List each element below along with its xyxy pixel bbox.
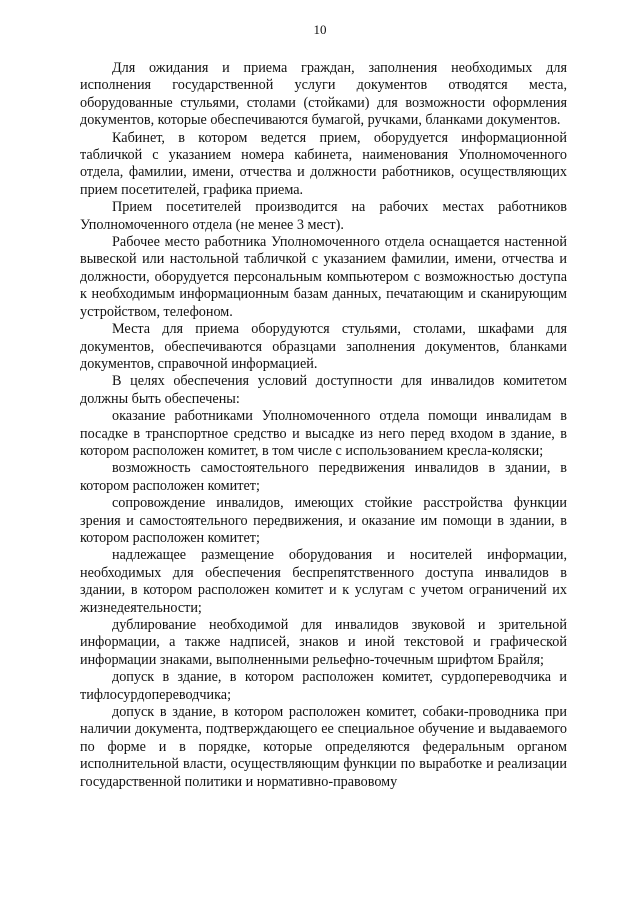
list-item-boarding-assistance: оказание работниками Уполномоченного отдела помощи инвалидам в посадке в транспортное средство и высадке из него перед входом в здание, в котором расположен комитет, в том числе с использованием кресла-коляски; xyxy=(80,408,567,459)
list-item-equipment-placement: надлежащее размещение оборудования и носителей информации, необходимых для обеспечения беспрепятственного доступа инвалидов в здании, в котором расположен комитет и к услугам с учетом ограничений их жизнедеятельности; xyxy=(80,547,567,616)
paragraph-accessibility-intro: В целях обеспечения условий доступности для инвалидов комитетом должны быть обеспечены: xyxy=(80,373,567,407)
list-item-information-duplication: дублирование необходимой для инвалидов звуковой и зрительной информации, а также надписей, знаков и иной текстовой и графической информации знаками, выполненными рельефно-точечным шрифтом Брайля; xyxy=(80,617,567,668)
list-item-escort: сопровождение инвалидов, имеющих стойкие расстройства функции зрения и самостоятельного передвижения, и оказание им помощи в здании, в котором расположен комитет; xyxy=(80,495,567,546)
list-item-sign-interpreter-access: допуск в здание, в котором расположен комитет, сурдопереводчика и тифлосурдопереводчика; xyxy=(80,669,567,703)
document-body xyxy=(80,60,567,791)
list-item-independent-movement: возможность самостоятельного передвижения инвалидов в здании, в котором расположен комитет; xyxy=(80,460,567,494)
paragraph-reception-places: Прием посетителей производится на рабочих местах работников Уполномоченного отдела (не менее 3 мест). xyxy=(80,199,567,233)
list-item-guide-dog-access: допуск в здание, в котором расположен комитет, собаки-проводника при наличии документа, подтверждающего ее специальное обучение и выдаваемого по форме и в порядке, которые определяются федеральным органом исполнительной власти, осуществляющим функции по выработке и реализации государственной политики и нормативно-правовому xyxy=(80,704,567,790)
paragraph-reception-furniture: Места для приема оборудуются стульями, столами, шкафами для документов, обеспечиваются образцами заполнения документов, бланками документов, справочной информацией. xyxy=(80,321,567,372)
paragraph-workplace-equipment: Рабочее место работника Уполномоченного отдела оснащается настенной вывеской или настольной табличкой с указанием фамилии, имени, отчества и должности, оборудуется персональным компьютером с возможностью доступа к необходимым информационным базам данных, печатающим и сканирующим устройством, телефоном. xyxy=(80,234,567,320)
page-number: 10 xyxy=(313,22,327,37)
paragraph-office-sign: Кабинет, в котором ведется прием, оборудуется информационной табличкой с указанием номера кабинета, наименования Уполномоченного отдела, фамилии, имени, отчества и должности работников, осуществляющих прием посетителей, графика приема. xyxy=(80,129,567,198)
paragraph-waiting-area: Для ожидания и приема граждан, заполнения необходимых для исполнения государственной услуги документов отводятся места, оборудованные стульями, столами (стойками) для возможности оформления документов, которые обеспечиваются бумагой, ручками, бланками документов. xyxy=(80,60,567,129)
